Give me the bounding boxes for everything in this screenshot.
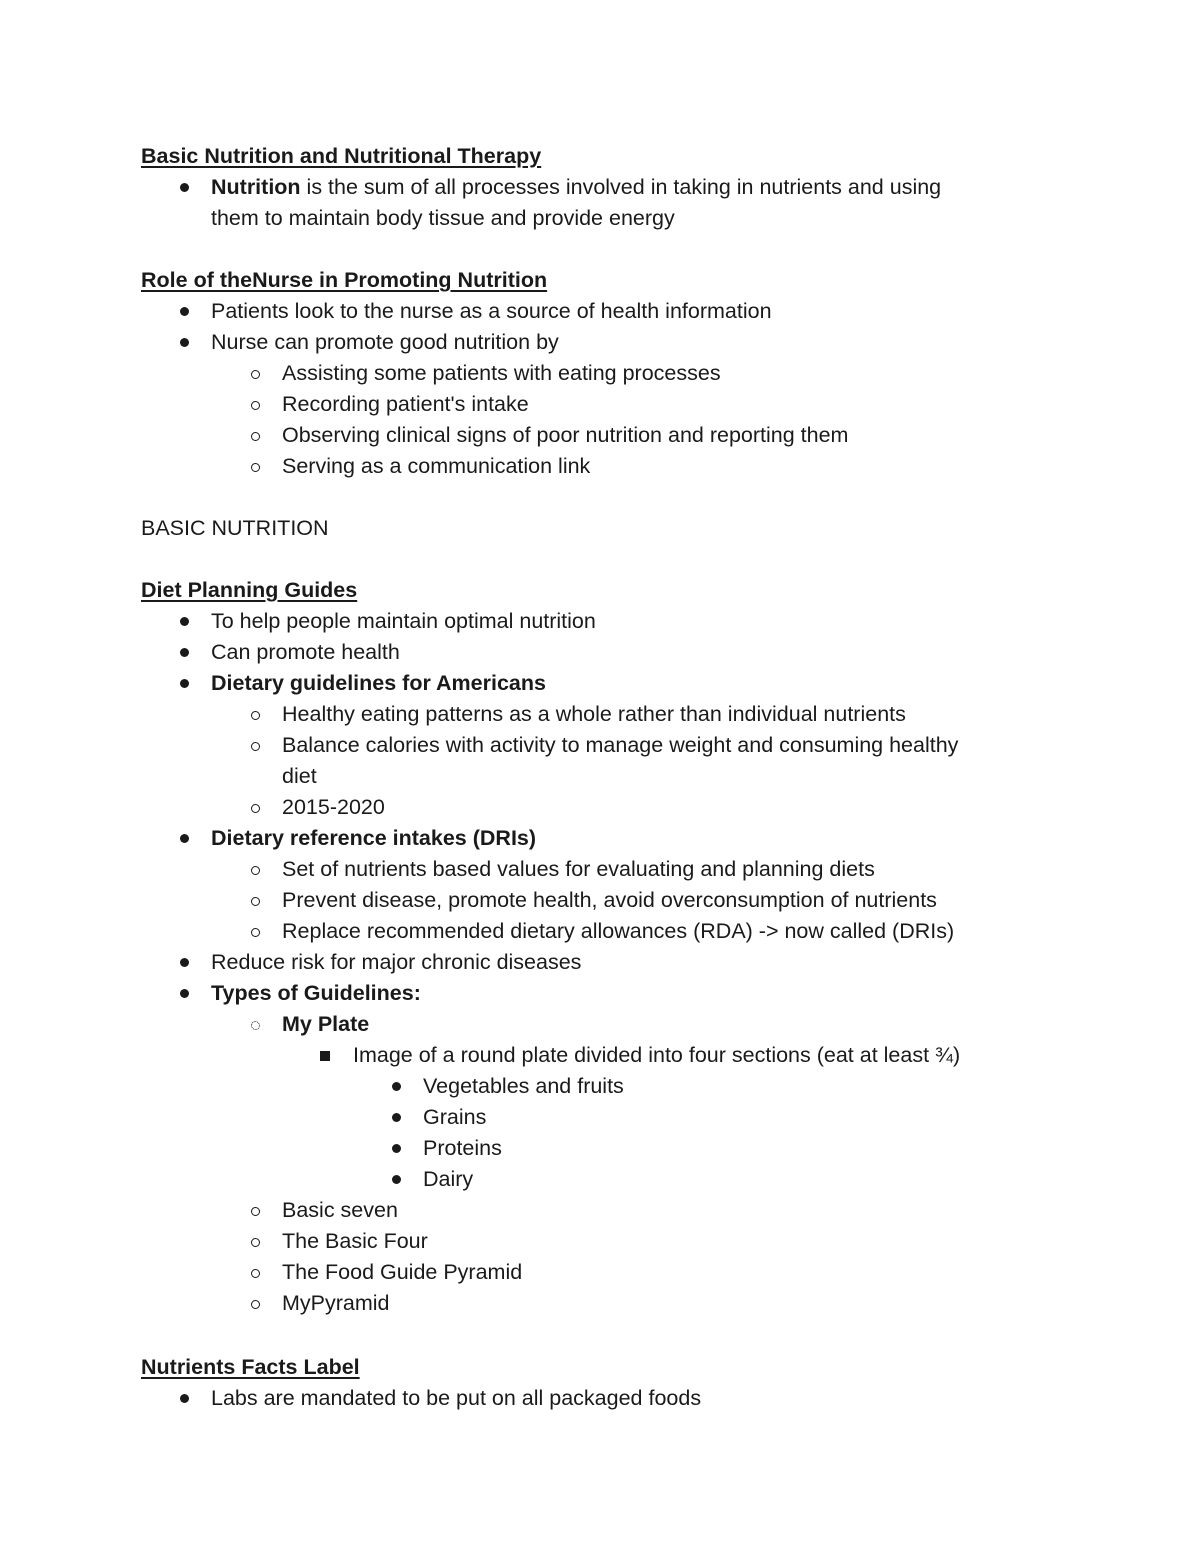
food-group-item: Proteins	[423, 1136, 502, 1160]
bullet-disc-icon	[392, 1082, 401, 1091]
bullet-circle-icon	[251, 463, 260, 472]
list-subitem: 2015-2020	[282, 795, 385, 819]
bullet-disc-icon	[180, 989, 189, 998]
bullet-circle-icon	[251, 711, 260, 720]
heading-basic-nutrition-therapy: Basic Nutrition and Nutritional Therapy	[141, 144, 542, 168]
bullet-circle-icon	[251, 928, 260, 937]
bullet-disc-icon	[180, 679, 189, 688]
bullet-disc-icon	[180, 338, 189, 347]
list-item-types-of-guidelines: Types of Guidelines:	[211, 981, 421, 1005]
bullet-circle-icon	[251, 1269, 260, 1278]
bullet-disc-icon	[180, 1394, 189, 1403]
list-item-dri: Dietary reference intakes (DRIs)	[211, 826, 537, 850]
bullet-circle-icon	[251, 1238, 260, 1247]
list-subitem: MyPyramid	[282, 1291, 390, 1315]
list-item-dietary-guidelines: Dietary guidelines for Americans	[211, 671, 546, 695]
list-item: Patients look to the nurse as a source of health information	[211, 299, 772, 323]
list-subitem: The Food Guide Pyramid	[282, 1260, 523, 1284]
bullet-circle-icon	[251, 1021, 260, 1030]
list-subitem-continuation: diet	[282, 764, 317, 788]
bullet-disc-icon	[392, 1113, 401, 1122]
bullet-circle-icon	[251, 370, 260, 379]
heading-diet-planning-guides: Diet Planning Guides	[141, 578, 358, 602]
nutrition-definition-line1	[211, 173, 941, 201]
bullet-disc-icon	[392, 1144, 401, 1153]
list-subitem: Observing clinical signs of poor nutrition and reporting them	[282, 423, 849, 447]
list-subitem: Balance calories with activity to manage weight and consuming healthy	[282, 733, 959, 757]
list-subitem-my-plate: My Plate	[282, 1012, 370, 1036]
list-subitem: Recording patient's intake	[282, 392, 529, 416]
list-item: Nurse can promote good nutrition by	[211, 330, 559, 354]
food-group-item: Vegetables and fruits	[423, 1074, 624, 1098]
bullet-disc-icon	[180, 958, 189, 967]
nutrition-term: Nutrition	[211, 175, 301, 199]
nutrition-definition-line2: them to maintain body tissue and provide energy	[211, 206, 675, 230]
bullet-circle-icon	[251, 897, 260, 906]
list-subitem: Healthy eating patterns as a whole rather than individual nutrients	[282, 702, 906, 726]
food-group-item: Grains	[423, 1105, 487, 1129]
bullet-circle-icon	[251, 742, 260, 751]
list-item: To help people maintain optimal nutrition	[211, 609, 596, 633]
list-subitem: Serving as a communication link	[282, 454, 591, 478]
bullet-disc-icon	[180, 648, 189, 657]
list-item: Reduce risk for major chronic diseases	[211, 950, 582, 974]
bullet-disc-icon	[180, 183, 189, 192]
list-subitem: Assisting some patients with eating processes	[282, 361, 721, 385]
basic-nutrition-title: BASIC NUTRITION	[141, 516, 329, 540]
bullet-disc-icon	[392, 1175, 401, 1184]
list-subsubitem: Image of a round plate divided into four sections (eat at least ¾)	[353, 1043, 961, 1067]
bullet-circle-icon	[251, 866, 260, 875]
bullet-circle-icon	[251, 1300, 260, 1309]
bullet-square-icon	[320, 1051, 330, 1061]
list-item: Labs are mandated to be put on all packaged foods	[211, 1386, 702, 1410]
bullet-circle-icon	[251, 401, 260, 410]
bullet-disc-icon	[180, 617, 189, 626]
bullet-disc-icon	[180, 834, 189, 843]
bullet-disc-icon	[180, 307, 189, 316]
list-subitem: The Basic Four	[282, 1229, 428, 1253]
nutrition-definition-text: is the sum of all processes involved in taking in nutrients and using	[300, 175, 942, 199]
list-subitem: Basic seven	[282, 1198, 398, 1222]
heading-nutrients-facts-label: Nutrients Facts Label	[141, 1355, 360, 1379]
list-subitem: Prevent disease, promote health, avoid overconsumption of nutrients	[282, 888, 937, 912]
list-subitem: Replace recommended dietary allowances (RDA) -> now called (DRIs)	[282, 919, 955, 943]
bullet-circle-icon	[251, 804, 260, 813]
list-item: Can promote health	[211, 640, 400, 664]
list-subitem: Set of nutrients based values for evaluating and planning diets	[282, 857, 875, 881]
bullet-circle-icon	[251, 1207, 260, 1216]
bullet-circle-icon	[251, 432, 260, 441]
heading-role-of-nurse: Role of theNurse in Promoting Nutrition	[141, 268, 548, 292]
food-group-item: Dairy	[423, 1167, 474, 1191]
